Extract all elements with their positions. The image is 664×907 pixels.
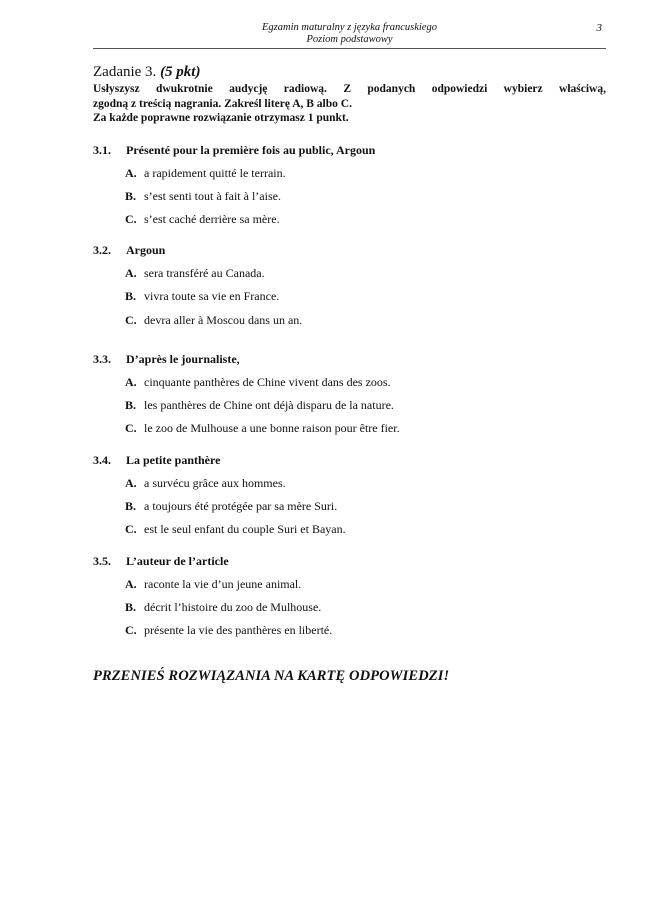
question-stem <box>93 243 606 257</box>
option-letter[interactable]: C. <box>125 313 137 327</box>
question-3-2 <box>93 243 606 327</box>
option-a[interactable] <box>125 166 286 180</box>
option-letter[interactable]: B. <box>125 189 137 203</box>
question-text: Présenté pour la première fois au public, Argoun <box>126 143 376 157</box>
option-text: s’est caché derrière sa mère. <box>144 212 280 226</box>
option-text: vivra toute sa vie en France. <box>144 289 280 303</box>
option-text: sera transféré au Canada. <box>144 266 265 280</box>
question-number: 3.5. <box>93 554 111 568</box>
page-header <box>93 22 606 49</box>
option-letter[interactable]: C. <box>125 623 137 637</box>
option-text: est le seul enfant du couple Suri et Bayan. <box>144 522 346 536</box>
option-c[interactable] <box>125 212 280 226</box>
question-text: L’auteur de l’article <box>126 554 229 568</box>
task-points: (5 pkt) <box>160 64 201 80</box>
option-text: a survécu grâce aux hommes. <box>144 476 286 490</box>
question-3-5 <box>93 554 606 637</box>
option-b[interactable] <box>125 499 337 513</box>
question-text: D’après le journaliste, <box>126 352 240 366</box>
question-3-3 <box>93 352 606 435</box>
option-letter[interactable]: B. <box>125 398 137 412</box>
option-letter[interactable]: A. <box>125 577 137 591</box>
question-stem <box>93 453 606 467</box>
option-c[interactable] <box>125 313 302 327</box>
question-text: La petite panthère <box>126 453 221 467</box>
instructions-line: Za każde poprawne rozwiązanie otrzymasz 1 punkt. <box>93 112 349 124</box>
option-text: cinquante panthères de Chine vivent dans des zoos. <box>144 375 391 389</box>
option-b[interactable] <box>125 189 281 203</box>
option-a[interactable] <box>125 375 391 389</box>
option-text: devra aller à Moscou dans un an. <box>144 313 303 327</box>
question-number: 3.2. <box>93 243 111 257</box>
option-text: décrit l’histoire du zoo de Mulhouse. <box>144 600 322 614</box>
option-letter[interactable]: A. <box>125 166 137 180</box>
question-number: 3.1. <box>93 143 111 157</box>
header-title <box>93 22 606 46</box>
option-b[interactable] <box>125 398 394 412</box>
option-text: présente la vie des panthères en liberté. <box>144 623 333 637</box>
question-text: Argoun <box>126 243 166 257</box>
task-instructions <box>93 82 606 126</box>
option-c[interactable] <box>125 421 400 435</box>
option-letter[interactable]: A. <box>125 375 137 389</box>
option-a[interactable] <box>125 577 301 591</box>
option-letter[interactable]: C. <box>125 212 137 226</box>
option-a[interactable] <box>125 266 265 280</box>
task-intro <box>93 63 606 126</box>
option-letter[interactable]: C. <box>125 421 137 435</box>
option-text: raconte la vie d’un jeune animal. <box>144 577 302 591</box>
instructions-line: Usłyszysz dwukrotnie audycję radiową. Z podanych odpowiedzi wybierz właściwą, <box>93 83 606 95</box>
option-a[interactable] <box>125 476 286 490</box>
task-title-label: Zadanie 3. <box>93 64 157 80</box>
instructions-line: zgodną z treścią nagrania. Zakreśl literę A, B albo C. <box>93 97 352 110</box>
question-stem <box>93 352 606 366</box>
option-letter[interactable]: B. <box>125 600 137 614</box>
header-level: Poziom podstawowy <box>306 34 393 45</box>
question-3-4 <box>93 453 606 536</box>
option-b[interactable] <box>125 289 279 303</box>
option-letter[interactable]: B. <box>125 289 137 303</box>
option-text: a rapidement quitté le terrain. <box>144 166 286 180</box>
question-3-1 <box>93 143 606 226</box>
page-number: 3 <box>596 22 602 34</box>
option-b[interactable] <box>125 600 321 614</box>
option-text: le zoo de Mulhouse a une bonne raison pour être fier. <box>144 421 400 435</box>
option-c[interactable] <box>125 522 346 536</box>
header-exam-name: Egzamin maturalny z języka francuskiego <box>262 22 437 33</box>
option-text: les panthères de Chine ont déjà disparu de la nature. <box>144 398 394 412</box>
question-stem <box>93 143 606 157</box>
question-number: 3.3. <box>93 352 111 366</box>
task-title <box>93 63 606 81</box>
question-stem <box>93 554 606 568</box>
transfer-answers-notice: PRZENIEŚ ROZWIĄZANIA NA KARTĘ ODPOWIEDZI! <box>93 668 450 684</box>
option-c[interactable] <box>125 623 332 637</box>
option-letter[interactable]: A. <box>125 476 137 490</box>
question-number: 3.4. <box>93 453 111 467</box>
option-text: a toujours été protégée par sa mère Suri. <box>144 499 338 513</box>
option-letter[interactable]: A. <box>125 266 137 280</box>
option-letter[interactable]: C. <box>125 522 137 536</box>
option-text: s’est senti tout à fait à l’aise. <box>144 189 281 203</box>
option-letter[interactable]: B. <box>125 499 137 513</box>
